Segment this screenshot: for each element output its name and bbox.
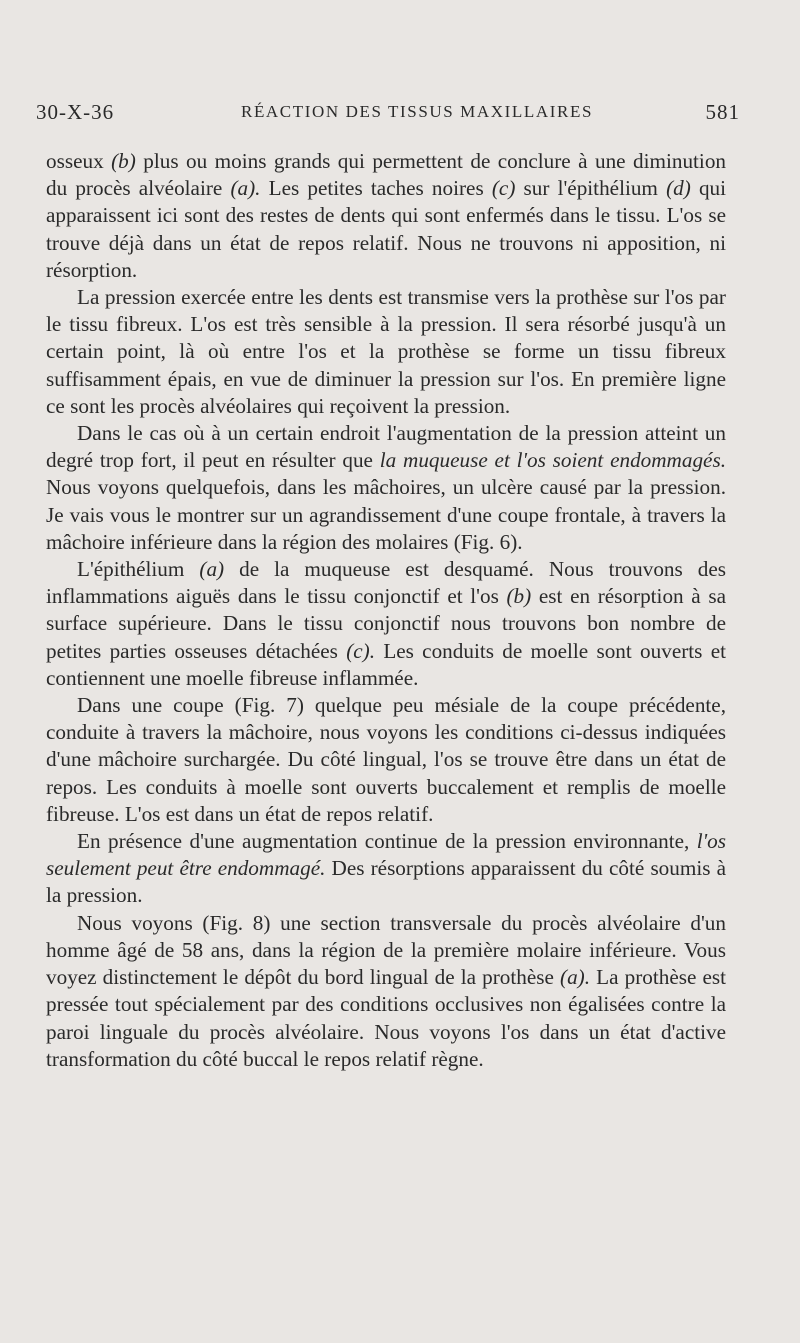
- text-run: Nous voyons quelquefois, dans les mâchoires, un ulcère causé par la pression. Je vais vous le montrer sur un agrandissement d'une coupe frontale, à travers la mâchoire inférieure dans la région des molaires (Fig. 6).: [46, 475, 726, 554]
- text-run: La pression exercée entre les dents est transmise vers la prothèse sur l'os par le tissu fibreux. L'os est très sensible à la pression. Il sera résorbé jusqu'à un certain point, là où entre l'os et la prothèse se forme un tissu fibreux suffisamment épais, en vue de diminuer la pression sur l'os. En première ligne ce sont les procès alvéolaires qui reçoivent la pression.: [46, 285, 726, 418]
- body-text: [46, 148, 726, 1073]
- italic-emphasis: l'os seulement peut être endommagé.: [46, 829, 727, 881]
- figure-reference: (c): [491, 176, 516, 201]
- figure-reference: (d): [666, 176, 691, 201]
- text-run: sur l'épithélium: [523, 176, 658, 201]
- paragraph-7: [46, 910, 726, 1073]
- figure-reference: (b): [506, 584, 532, 609]
- figure-reference: (a).: [230, 176, 261, 201]
- text-run: est en résorption à sa surface supérieure. Dans le tissu conjonctif nous trouvons bon nombre de petites parties osseuses détachées: [46, 584, 726, 663]
- paragraph-1: [46, 148, 726, 284]
- text-run: osseux: [46, 149, 104, 173]
- text-run: Des résorptions apparaissent du côté soumis à la pression.: [46, 856, 727, 908]
- text-run: Les petites taches noires: [268, 176, 484, 201]
- paragraph-4: [46, 556, 726, 692]
- paragraph-3: [46, 420, 726, 556]
- text-run: plus ou moins grands qui permettent de conclure à une diminution du procès alvéolaire: [46, 149, 727, 201]
- text-run: L'épithélium: [77, 557, 185, 582]
- figure-reference: (a): [199, 557, 225, 582]
- italic-emphasis: la muqueuse et l'os soient endommagés.: [379, 448, 726, 473]
- paragraph-2: [46, 284, 726, 420]
- text-run: Nous voyons (Fig. 8) une section transversale du procès alvéolaire d'un homme âgé de 58 ans, dans la région de la première molaire inférieure. Vous voyez distinctement le dépôt du bord lingual de la prothèse: [46, 910, 726, 990]
- text-run: de la muqueuse est desquamé. Nous trouvons des inflammations aiguës dans le tissu conjonctif et l'os: [46, 557, 726, 609]
- text-run: En présence d'une augmentation continue de la pression environnante,: [77, 829, 690, 854]
- paragraph-5: [46, 692, 726, 828]
- text-run: La prothèse est pressée tout spécialement par des conditions occlusives non égalisées contre la paroi linguale du procès alvéolaire. Nous voyons l'os dans un état d'active transformation du côté buccal le repos relatif règne.: [46, 965, 727, 1071]
- figure-reference: (b): [111, 149, 136, 173]
- text-run: Dans une coupe (Fig. 7) quelque peu mésiale de la coupe précédente, conduite à travers la mâchoire, nous voyons les conditions ci-dessus indiquées d'une mâchoire surchargée. Du côté lingual, l'os se trouve être dans un état de repos. Les conduits à moelle sont ouverts buccalement et remplis de moelle fibreuse. L'os est dans un état de repos relatif.: [46, 693, 726, 826]
- figure-reference: (a).: [560, 965, 591, 990]
- paragraph-6: [46, 828, 726, 910]
- running-header: [36, 100, 740, 130]
- running-title: RÉACTION DES TISSUS MAXILLAIRES: [241, 102, 593, 121]
- text-run: Dans le cas où à un certain endroit l'augmentation de la pression atteint un degré trop fort, il peut en résulter que: [46, 421, 726, 473]
- header-date: 30-X-36: [36, 100, 115, 124]
- text-run: Les conduits de moelle sont ouverts et contiennent une moelle fibreuse inflammée.: [46, 638, 726, 690]
- figure-reference: (c).: [346, 638, 376, 663]
- text-run: qui apparaissent ici sont des restes de dents qui sont enfermés dans le tissu. L'os se trouve déjà dans un état de repos relatif. Nous ne trouvons ni apposition, ni résorption.: [46, 176, 727, 282]
- page-number: 581: [705, 100, 740, 124]
